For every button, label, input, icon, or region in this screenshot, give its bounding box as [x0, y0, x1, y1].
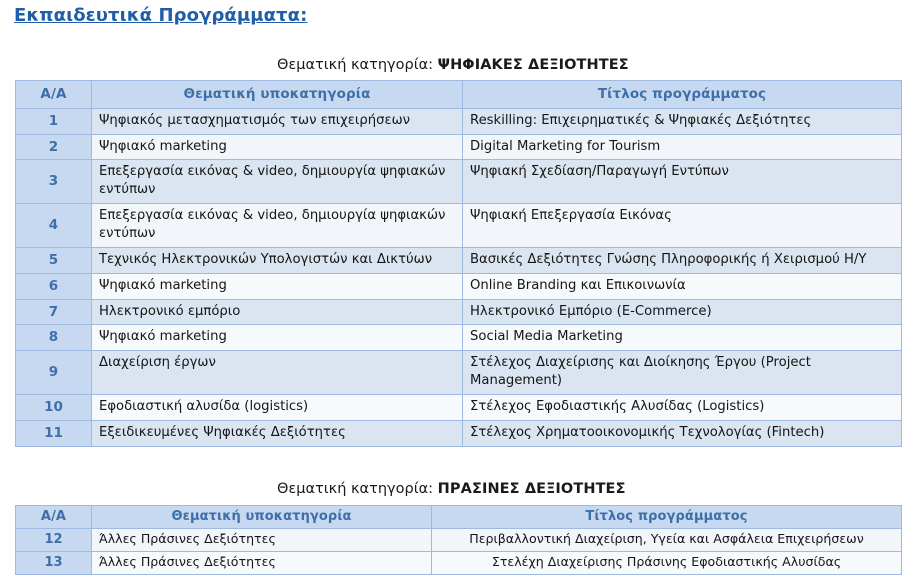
- table-body: [16, 529, 902, 575]
- row-subcategory: Επεξεργασία εικόνας & video, δημιουργία ψηφιακών εντύπων: [92, 160, 463, 204]
- column-header-num: Α/Α: [16, 506, 92, 529]
- table-header-row: [16, 506, 902, 529]
- row-subcategory: Ψηφιακό marketing: [92, 134, 463, 160]
- column-header-title: Τίτλος προγράμματος: [463, 81, 902, 109]
- table-digital-skills: [15, 80, 902, 447]
- row-subcategory: Ψηφιακό marketing: [92, 274, 463, 300]
- section-caption-green: [277, 481, 626, 497]
- row-number: 3: [16, 160, 92, 204]
- table-row: [16, 204, 902, 248]
- table-row: [16, 134, 902, 160]
- table-header-row: [16, 81, 902, 109]
- table-row: [16, 395, 902, 421]
- column-header-num: Α/Α: [16, 81, 92, 109]
- row-title: Στέλεχος Διαχείρισης και Διοίκησης Έργου (Project Management): [463, 351, 902, 395]
- row-number: 11: [16, 420, 92, 446]
- section-caption-label: Θεματική κατηγορία:: [277, 481, 434, 497]
- table-row: [16, 248, 902, 274]
- row-subcategory: Εφοδιαστική αλυσίδα (logistics): [92, 395, 463, 421]
- row-title: Online Branding και Επικοινωνία: [463, 274, 902, 300]
- row-title: Social Media Marketing: [463, 325, 902, 351]
- row-number: 13: [16, 551, 92, 574]
- row-subcategory: Ψηφιακός μετασχηματισμός των επιχειρήσεων: [92, 109, 463, 135]
- row-subcategory: Επεξεργασία εικόνας & video, δημιουργία ψηφιακών εντύπων: [92, 204, 463, 248]
- row-subcategory: Ηλεκτρονικό εμπόριο: [92, 299, 463, 325]
- row-title: Ηλεκτρονικό Εμπόριο (E-Commerce): [463, 299, 902, 325]
- row-title: Reskilling: Επιχειρηματικές & Ψηφιακές Δεξιότητες: [463, 109, 902, 135]
- section-caption-digital: [277, 57, 629, 73]
- section-caption-value: ΠΡΑΣΙΝΕΣ ΔΕΞΙΟΤΗΤΕΣ: [437, 481, 626, 497]
- table-row: [16, 351, 902, 395]
- row-subcategory: Άλλες Πράσινες Δεξιότητες: [92, 529, 432, 552]
- row-number: 8: [16, 325, 92, 351]
- table-row: [16, 325, 902, 351]
- row-number: 5: [16, 248, 92, 274]
- row-number: 7: [16, 299, 92, 325]
- table-row: [16, 274, 902, 300]
- table-row: [16, 551, 902, 574]
- table-header: [16, 81, 902, 109]
- row-subcategory: Διαχείριση έργων: [92, 351, 463, 395]
- row-title: Ψηφιακή Επεξεργασία Εικόνας: [463, 204, 902, 248]
- table-header: [16, 506, 902, 529]
- table-row: [16, 420, 902, 446]
- row-title: Στέλεχος Χρηματοοικονομικής Τεχνολογίας (Fintech): [463, 420, 902, 446]
- row-subcategory: Τεχνικός Ηλεκτρονικών Υπολογιστών και Δικτύων: [92, 248, 463, 274]
- row-number: 4: [16, 204, 92, 248]
- row-title: Digital Marketing for Tourism: [463, 134, 902, 160]
- row-number: 6: [16, 274, 92, 300]
- table-row: [16, 529, 902, 552]
- table-row: [16, 299, 902, 325]
- row-title: Ψηφιακή Σχεδίαση/Παραγωγή Εντύπων: [463, 160, 902, 204]
- column-header-subcategory: Θεματική υποκατηγορία: [92, 506, 432, 529]
- row-number: 2: [16, 134, 92, 160]
- table-row: [16, 160, 902, 204]
- column-header-subcategory: Θεματική υποκατηγορία: [92, 81, 463, 109]
- row-title: Βασικές Δεξιότητες Γνώσης Πληροφορικής ή Χειρισμού Η/Υ: [463, 248, 902, 274]
- row-number: 9: [16, 351, 92, 395]
- row-title: Στελέχη Διαχείρισης Πράσινης Εφοδιαστικής Αλυσίδας: [432, 551, 902, 574]
- table-row: [16, 109, 902, 135]
- section-caption-value: ΨΗΦΙΑΚΕΣ ΔΕΞΙΟΤΗΤΕΣ: [437, 57, 629, 73]
- page-title: Εκπαιδευτικά Προγράμματα:: [14, 5, 308, 26]
- row-title: Περιβαλλοντική Διαχείριση, Υγεία και Ασφάλεια Επιχειρήσεων: [432, 529, 902, 552]
- row-title: Στέλεχος Εφοδιαστικής Αλυσίδας (Logistics): [463, 395, 902, 421]
- row-subcategory: Ψηφιακό marketing: [92, 325, 463, 351]
- section-caption-label: Θεματική κατηγορία:: [277, 57, 434, 73]
- row-number: 10: [16, 395, 92, 421]
- row-subcategory: Εξειδικευμένες Ψηφιακές Δεξιότητες: [92, 420, 463, 446]
- table-body: [16, 109, 902, 447]
- row-number: 1: [16, 109, 92, 135]
- row-subcategory: Άλλες Πράσινες Δεξιότητες: [92, 551, 432, 574]
- column-header-title: Τίτλος προγράμματος: [432, 506, 902, 529]
- table-green-skills: [15, 505, 902, 575]
- row-number: 12: [16, 529, 92, 552]
